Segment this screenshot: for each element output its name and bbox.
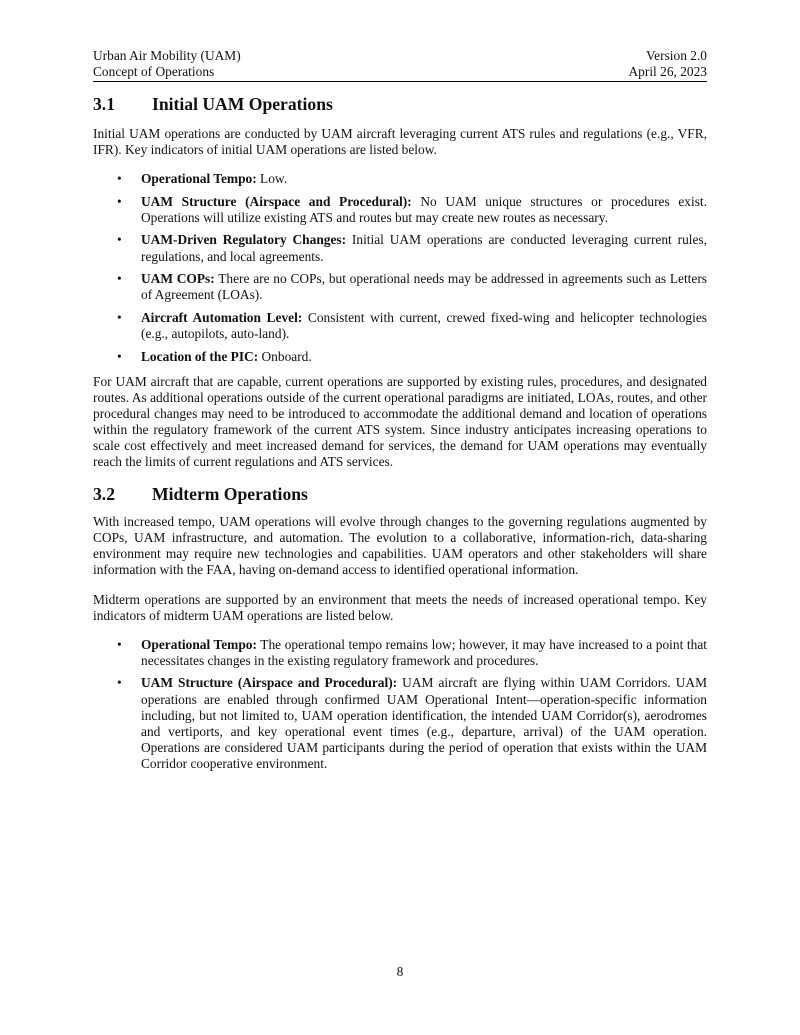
section-title: Initial UAM Operations xyxy=(152,94,333,114)
header-rule xyxy=(93,81,707,82)
section1-intro: Initial UAM operations are conducted by UAM aircraft leveraging current ATS rules and regulations (e.g., VFR, IFR). Key indicators of initial UAM operations are listed below. xyxy=(93,126,707,158)
page-number: 8 xyxy=(396,964,404,979)
section1-bullet-list xyxy=(93,171,707,364)
list-item: • Location of the PIC: Onboard. xyxy=(117,348,312,364)
list-item: • UAM-Driven Regulatory Changes: Initial UAM operations are conducted leveraging current rules, regulations, and local agreements. xyxy=(117,232,707,264)
section-number: 3.1 xyxy=(93,94,115,114)
list-item: • UAM COPs: There are no COPs, but operational needs may be addressed in agreements such as Letters of Agreement (LOAs). xyxy=(117,271,708,303)
header-version: Version 2.0 xyxy=(646,48,707,63)
section2-bullet-list xyxy=(93,637,707,772)
section-title: Midterm Operations xyxy=(152,484,308,505)
list-item: • Operational Tempo: Low. xyxy=(117,171,288,187)
list-item: • UAM Structure (Airspace and Procedural): No UAM unique structures or procedures exist. Operations will utilize existing ATS and routes but may create new routes as necessary. xyxy=(117,193,707,225)
header-date: April 26, 2023 xyxy=(628,64,707,79)
running-header xyxy=(93,48,707,80)
list-item: • UAM Structure (Airspace and Procedural): UAM aircraft are flying within UAM Corridors. UAM operations are enabled through confirmed UAM Operational Intent—operation-specific information including, but not limited to, UAM operation identification, the intended UAM Corridor(s), aerodromes and vertiports, and key operational event times (e.g., departure, arrival) of the UAM operation. Operations are considered UAM participants during the period of operation that exists within the UAM Corridor cooperative environment. xyxy=(117,675,708,771)
list-item: • Aircraft Automation Level: Consistent with current, crewed fixed-wing and helicopter technologies (e.g., autopilots, auto-land). xyxy=(117,309,707,341)
header-title-line1: Urban Air Mobility (UAM) xyxy=(93,48,241,63)
section-number: 3.2 xyxy=(93,484,115,505)
header-title-line2: Concept of Operations xyxy=(93,64,215,79)
section-heading-3-1 xyxy=(93,94,707,114)
section1-closing: For UAM aircraft that are capable, current operations are supported by existing rules, procedures, and designated routes. As additional operations outside of the current operational paradigms are initiated, LOAs, routes, and other procedural changes may need to be introduced to accommodate the additional demand and location of operations within the regulatory framework of the current ATS system. Since industry anticipates increasing operations to scale cost effectively and meet increased demand for services, the demand for UAM operations may eventually reach the limits of current regulations and ATS services. xyxy=(93,373,707,470)
document-page xyxy=(93,48,707,781)
list-item: • Operational Tempo: The operational tempo remains low; however, it may have increased to a point that necessitates changes in the existing regulatory framework and procedures. xyxy=(117,636,707,668)
section2-para1: With increased tempo, UAM operations will evolve through changes to the governing regulations augmented by COPs, UAM infrastructure, and automation. The evolution to a collaborative, information-rich, data-sharing environment may require new technologies and capabilities. UAM operators and other stakeholders will share information with the FAA, having on-demand access to identified operational information. xyxy=(93,514,707,578)
section2-para2: Midterm operations are supported by an environment that meets the needs of increased operational tempo. Key indicators of midterm UAM operations are listed below. xyxy=(93,591,707,623)
section-heading-3-2 xyxy=(93,484,707,504)
